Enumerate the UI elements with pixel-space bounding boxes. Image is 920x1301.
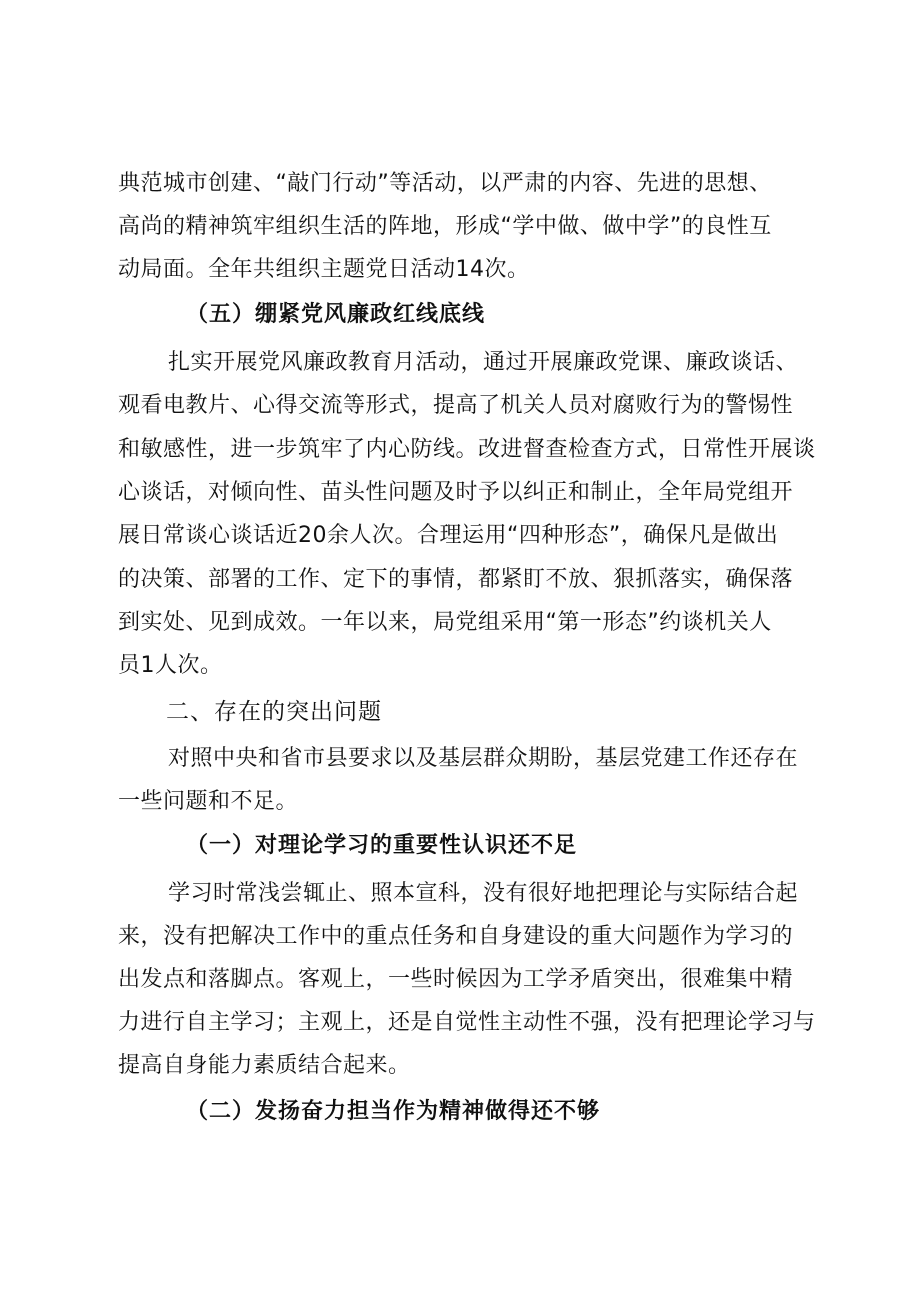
paragraph-line: 员1人次。 xyxy=(118,653,223,678)
paragraph-line: 扎实开展党风廉政教育月活动，通过开展廉政党课、廉政谈话、 xyxy=(168,350,799,375)
section-heading-1: （一）对理论学习的重要性认识还不足 xyxy=(186,833,578,858)
paragraph-line: 展日常谈心谈话近20余人次。合理运用“四种形态”，确保凡是做出 xyxy=(118,523,779,548)
paragraph-line: 的决策、部署的工作、定下的事情，都紧盯不放、狠抓落实，确保落 xyxy=(118,567,794,592)
paragraph-line: 观看电教片、心得交流等形式，提高了机关人员对腐败行为的警惕性 xyxy=(118,393,794,418)
paragraph-line: 心谈话，对倾向性、苗头性问题及时予以纠正和制止，全年局党组开 xyxy=(118,480,794,505)
paragraph-line: 出发点和落脚点。客观上，一些时候因为工学矛盾突出，很难集中精 xyxy=(118,967,794,992)
section-heading-5: （五）绷紧党风廉政红线底线 xyxy=(186,302,486,327)
paragraph-line: 提高自身能力素质结合起来。 xyxy=(118,1053,411,1078)
paragraph-line: 动局面。全年共组织主题党日活动14次。 xyxy=(118,257,530,282)
paragraph-line: 高尚的精神筑牢组织生活的阵地，形成“学中做、做中学”的良性互 xyxy=(118,214,772,239)
paragraph-line: 力进行自主学习；主观上，还是自觉性主动性不强，没有把理论学习与 xyxy=(118,1010,816,1035)
paragraph-line: 一些问题和不足。 xyxy=(118,789,299,814)
section-heading-2: （二）发扬奋力担当作为精神做得还不够 xyxy=(186,1099,601,1124)
paragraph-line: 和敏感性，进一步筑牢了内心防线。改进督查检查方式，日常性开展谈 xyxy=(118,437,816,462)
paragraph-line: 对照中央和省市县要求以及基层群众期盼，基层党建工作还存在 xyxy=(168,746,799,771)
paragraph-line: 来，没有把解决工作中的重点任务和自身建设的重大问题作为学习的 xyxy=(118,924,794,949)
chapter-heading: 二、存在的突出问题 xyxy=(166,699,382,725)
paragraph-line: 典范城市创建、“敲门行动”等活动，以严肃的内容、先进的思想、 xyxy=(118,171,772,196)
paragraph-line: 到实处、见到成效。一年以来，局党组采用“第一形态”约谈机关人 xyxy=(118,610,772,635)
paragraph-line: 学习时常浅尝辄止、照本宣科，没有很好地把理论与实际结合起 xyxy=(168,881,799,906)
